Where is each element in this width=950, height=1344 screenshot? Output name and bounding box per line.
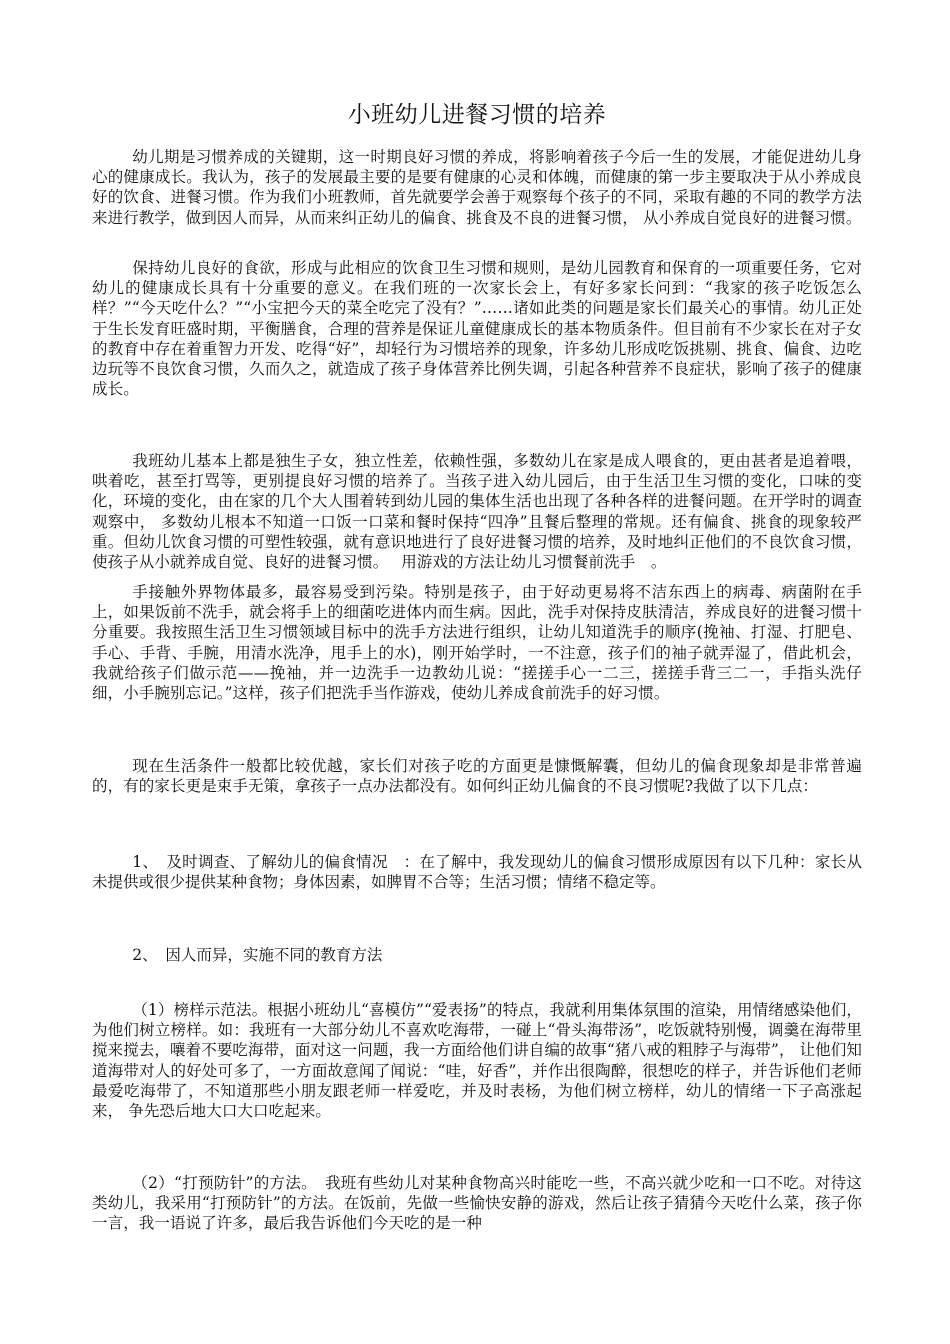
paragraph-5: 现在生活条件一般都比较优越，家长们对孩子吃的方面更是慷慨解囊，但幼儿的偏食现象却是非常普遍的，有的家长更是束手无策，拿孩子一点办法都没有。如何纠正幼儿偏食的不良习惯呢?我做了以下几点：: [92, 757, 862, 796]
paragraph-2: 保持幼儿良好的食欲，形成与此相应的饮食卫生习惯和规则，是幼儿园教育和保育的一项重要任务，它对幼儿的健康成长具有十分重要的意义。在我们班的一次家长会上，有好多家长问到：“我家的孩子吃饭怎么样？”“今天吃什么？”“小宝把今天的菜全吃完了没有？”……诸如此类的问题是家长们最关心的事情。幼儿正处于生长发育旺盛时期，平衡膳食，合理的营养是保证儿童健康成长的基本物质条件。但目前有不少家长在对子女的教育中存在着重智力开发、吃得“好”，却轻行为习惯培养的现象，许多幼儿形成吃饭挑剔、挑食、偏食、边吃边玩等不良饮食习惯，久而久之，就造成了孩子身体营养比例失调，引起各种营养不良症状，影响了孩子的健康成长。: [92, 259, 862, 399]
paragraph-1: 幼儿期是习惯养成的关键期，这一时期良好习惯的养成，将影响着孩子今后一生的发展，才能促进幼儿身心的健康成长。我认为，孩子的发展最主要的是要有健康的心灵和体魄，而健康的第一步主要取决于从小养成良好的饮食、进餐习惯。作为我们小班教师，首先就要学会善于观察每个孩子的不同，采取有趣的不同的教学方法来进行教学，做到因人而异，从而来纠正幼儿的偏食、挑食及不良的进餐习惯， 从小养成自觉良好的进餐习惯。: [92, 148, 862, 227]
numbered-item-1: 1、 及时调查、了解幼儿的偏食情况 ：在了解中，我发现幼儿的偏食习惯形成原因有以下几种：家长从未提供或很少提供某种食物；身体因素，如脾胃不合等；生活习惯；情绪不稳定等。: [92, 853, 862, 892]
paragraph-3: 我班幼儿基本上都是独生子女，独立性差，依赖性强，多数幼儿在家是成人喂食的，更由甚者是追着喂，哄着吃，甚至打骂等，更别提良好习惯的培养了。当孩子进入幼儿园后，由于生活卫生习惯的变化，口味的变化，环境的变化，由在家的几个大人围着转到幼儿园的集体生活也出现了各种各样的进餐问题。在开学时的调查观察中， 多数幼儿根本不知道一口饭一口菜和餐时保持“四净”且餐后整理的常规。还有偏食、挑食的现象较严重。但幼儿饮食习惯的可塑性较强，就有意识地进行了良好进餐习惯的培养，及时地纠正他们的不良饮食习惯，使孩子从小就养成自觉、良好的进餐习惯。 用游戏的方法让幼儿习惯餐前洗手 。: [92, 452, 862, 572]
numbered-item-2: 2、 因人而异，实施不同的教育方法: [132, 946, 383, 964]
document-title: 小班幼儿进餐习惯的培养: [347, 102, 607, 128]
sub-item-2: （2）“打预防针”的方法。 我班有些幼儿对某种食物高兴时能吃一些，不高兴就少吃和一口不吃。对待这类幼儿，我采用“打预防针”的方法。在饭前，先做一些愉快安静的游戏，然后让孩子猜猜今天吃什么菜，孩子你一言，我一语说了许多，最后我告诉他们今天吃的是一种: [92, 1174, 862, 1233]
sub-item-1: （1）榜样示范法。根据小班幼儿“喜模仿”“爱表扬”的特点，我就利用集体氛围的渲染，用情绪感染他们，为他们树立榜样。如：我班有一大部分幼儿不喜欢吃海带，一碰上“骨头海带汤”，吃饭就特别慢，调羹在海带里搅来搅去，嚷着不要吃海带，面对这一问题，我一方面给他们讲自编的故事“猪八戒的粗脖子与海带”， 让他们知道海带对人的好处可多了，一方面故意闻了闻说：“哇，好香”，并作出很陶醉，很想吃的样子，并告诉他们老师最爱吃海带了，不知道那些小朋友跟老师一样爱吃，并及时表杨，为他们树立榜样，幼儿的情绪一下子高涨起来， 争先恐后地大口大口吃起来。: [92, 1001, 862, 1121]
paragraph-4: 手接触外界物体最多，最容易受到污染。特别是孩子，由于好动更易将不洁东西上的病毒、病菌附在手上，如果饭前不洗手，就会将手上的细菌吃进体内而生病。因此，洗手对保持皮肤清洁，养成良好的进餐习惯十分重要。我按照生活卫生习惯领域目标中的洗手方法进行组织，让幼儿知道洗手的顺序(挽袖、打湿、打肥皂、手心、手背、手腕，用清水洗净，甩手上的水)，刚开始学时，一不注意，孩子们的袖子就弄湿了，借此机会，我就给孩子们做示范——挽袖，并一边洗手一边教幼儿说：“搓搓手心一二三，搓搓手背三二一，手指头洗仔细，小手腕别忘记。”这样，孩子们把洗手当作游戏，使幼儿养成食前洗手的好习惯。: [92, 583, 862, 703]
